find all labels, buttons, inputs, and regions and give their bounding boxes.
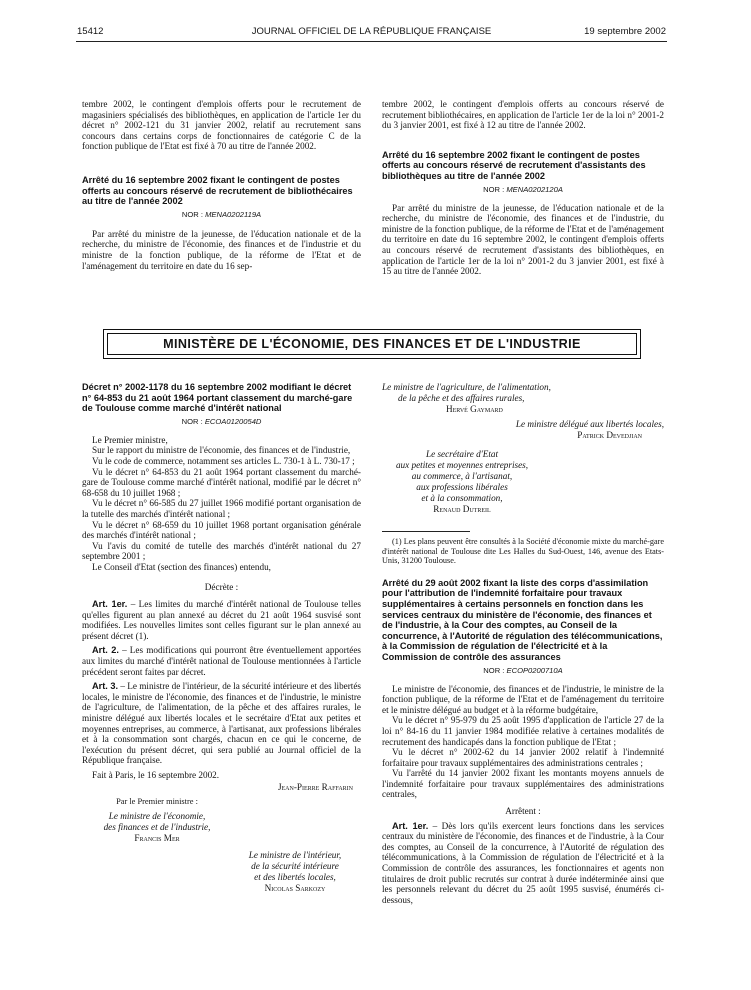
arrete-body: Par arrêté du ministre de la jeunesse, de l'éducation nationale et de la recherche, du ministre de l'économie, des finances et de l'industrie, du ministre de la fonction publique, de la réforme de l'Etat et de l'aménagement du territoire en date du 16 septembre 2002, le contingent d'emplois offerts au concours réservé de recrutement d'assistants des bibliothèques, en application de l'article 1er de la loi n° 2001-2 du 3 janvier 2001, est fixé à 15 au titre de l'année 2002. bbox=[382, 202, 664, 277]
signature-line: Le ministre de l'agriculture, de l'alimentation, bbox=[382, 382, 551, 392]
ministry-title: MINISTÈRE DE L'ÉCONOMIE, DES FINANCES ET DE L'INDUSTRIE bbox=[163, 337, 581, 351]
article: Art. 1er. – Dès lors qu'ils exercent leurs fonctions dans les services centraux du ministère de l'économie, des finances et de l'industrie, à la Cour des comptes, au Conseil de la concurrence, à l'Autorité de régulation des télécommunications, à la Commission de régulation de l'électricité et à la Commission de contrôle des assurances, les fonctionnaires et agents non titulaires de droit public recrutés sur contrat à durée indéterminée ainsi que les personnels relevant du décret du 25 août 1995 susvisé, énumérés ci-dessous, bbox=[382, 820, 664, 905]
signature-line: et des libertés locales, bbox=[254, 871, 336, 882]
arretent: Arrêtent : bbox=[505, 806, 541, 817]
signature-line: des finances et de l'industrie, bbox=[103, 821, 211, 832]
signature-line: et à la consommation, bbox=[421, 493, 503, 503]
signature-line: de la sécurité intérieure bbox=[251, 860, 339, 871]
signer-name: Jean-Pierre Raffarin bbox=[277, 781, 353, 792]
header-rule bbox=[76, 41, 667, 42]
visa: Sur le rapport du ministre de l'économie, des finances et de l'industrie, bbox=[92, 445, 351, 456]
continued-text: tembre 2002, le contingent d'emplois offerts pour le recrutement de magasiniers spécialisés des bibliothèques, en application de l'article 1er du décret n° 2002-121 du 31 janvier 2002, relatif au recrutement sans concours dans certains corps de fonctionnaires de catégorie C de la fonction publique de l'Etat est fixé à 70 au titre de l'année 2002. bbox=[82, 99, 361, 152]
signer-name: Patrick Devedjian bbox=[577, 430, 642, 440]
ministry-title-box bbox=[107, 333, 637, 355]
issue-date: 19 septembre 2002 bbox=[584, 26, 666, 37]
signature-line: Le ministre de l'économie, bbox=[108, 810, 206, 821]
arrete-para: Vu le décret n° 2002-62 du 14 janvier 2002 relatif à l'indemnité forfaitaire pour travaux supplémentaires des administrations centrales ; bbox=[382, 747, 664, 768]
signer-name: Renaud Dutreil bbox=[433, 504, 491, 514]
decree-column bbox=[82, 382, 361, 894]
arrete-heading-bibliothecaires: Arrêté du 16 septembre 2002 fixant le contingent de postes offerts au concours réservé de recrutement de bibliothécaires au titre de l'année 2002 bbox=[82, 174, 353, 207]
signer-name: Francis Mer bbox=[134, 832, 180, 843]
footnote-rule bbox=[382, 531, 470, 532]
signature-line: Le secrétaire d'Etat bbox=[425, 449, 499, 459]
arrete-body: Par arrêté du ministre de la jeunesse, de l'éducation nationale et de la recherche, du ministre de l'économie, des finances et de l'industrie et du ministre de la fonction publique, de la réforme de l'Etat et de l'aménagement du territoire en date du 16 sep- bbox=[82, 228, 361, 271]
nor-reference: NOR : MENA0202119A bbox=[181, 209, 262, 219]
signature-line: Le ministre de l'intérieur, bbox=[248, 849, 342, 860]
signatures bbox=[82, 782, 361, 894]
article: Art. 3. – Le ministre de l'intérieur, de la sécurité intérieure et des libertés locales, le ministre de l'économie, des finances et de l'industrie, le ministre de l'agriculture, de l'alimentation, de la pêche et des affaires rurales, le ministre délégué aux libertés locales et le secrétaire d'Etat aux petites et moyennes entreprises, au commerce, à l'artisanat, aux professions libérales et à la consommation sont chargés, chacun en ce qui le concerne, de l'exécution du présent décret, qui sera publié au Journal officiel de la République française. bbox=[82, 681, 362, 766]
top-right-column bbox=[382, 99, 664, 277]
top-left-column bbox=[82, 99, 361, 271]
arrete-para: Vu l'arrêté du 14 janvier 2002 fixant les montants moyens annuels de l'indemnité forfaitaire pour travaux supplémentaires des administrations centrales, bbox=[382, 768, 664, 800]
done-at: Fait à Paris, le 16 septembre 2002. bbox=[92, 770, 220, 780]
continued-text: tembre 2002, le contingent d'emplois offerts au concours réservé de recrutement bibliothécaires, en application de l'article 1er de la loi n° 2001-2 du 3 janvier 2001, est fixé à 12 au titre de l'année 2002. bbox=[382, 99, 664, 131]
visa: Vu le décret n° 64-853 du 21 août 1964 portant classement du marché-gare de Toulouse comme marché d'intérêt national, modifié par le décret n° 68-658 du 10 juillet 1968 ; bbox=[82, 466, 361, 498]
decree-heading: Décret n° 2002-1178 du 16 septembre 2002 modifiant le décret n° 64-853 du 21 août 1964 portant classement du marché-gare de Toulouse comme marché d'intérêt national bbox=[82, 382, 353, 414]
right-signatures bbox=[382, 382, 664, 515]
visa: Vu le décret n° 68-659 du 10 juillet 1968 portant organisation générale des marchés d'intérêt national ; bbox=[82, 519, 361, 541]
article: Art. 2. – Les modifications qui pourront être éventuellement apportées aux limites du marché d'intérêt national de Toulouse mentionnées à l'article précédent seront faites par décret. bbox=[82, 645, 361, 677]
journal-title: JOURNAL OFFICIEL DE LA RÉPUBLIQUE FRANÇAISE bbox=[251, 26, 492, 37]
page-header bbox=[77, 26, 666, 40]
decrete: Décrète : bbox=[204, 581, 239, 592]
footnote: (1) Les plans peuvent être consultés à la Société d'économie mixte du marché-gare d'intérêt national de Toulouse dite Les Halles du Sud-Ouest, 146, avenue des Etats-Unis, 31200 Toulouse. bbox=[382, 537, 664, 566]
nor-reference: NOR : ECOA0120054D bbox=[181, 416, 262, 426]
visa: Le Conseil d'Etat (section des finances) entendu, bbox=[92, 561, 271, 572]
signature-line: de la pêche et des affaires rurales, bbox=[398, 393, 525, 403]
signer-name: Hervé Gaymard bbox=[446, 404, 503, 414]
signature-line: aux professions libérales bbox=[416, 482, 508, 492]
nor-reference: NOR : ECOP0200710A bbox=[483, 665, 563, 675]
signer-name: Nicolas Sarkozy bbox=[264, 882, 326, 893]
right-column bbox=[382, 382, 664, 905]
nor-reference: NOR : MENA0202120A bbox=[483, 184, 563, 194]
premier-ministre: Le Premier ministre, bbox=[92, 434, 168, 445]
visa: Vu le code de commerce, notamment ses articles L. 730-1 à L. 730-17 ; bbox=[92, 455, 355, 466]
arrete-heading-assimilation: Arrêté du 29 août 2002 fixant la liste des corps d'assimilation pour l'attribution de l'indemnité forfaitaire pour travaux supplémentaires à certains personnels en fonction dans les services centraux du ministère de l'économie, des finances et de l'industrie, à la Cour des comptes, au Conseil de la concurrence, à l'Autorité de régulation des télécommunications, à la Commission de régulation de l'électricité et à la Commission de contrôle des assurances bbox=[382, 577, 663, 662]
page-number: 15412 bbox=[77, 26, 104, 37]
signature-line: Le ministre délégué aux libertés locales, bbox=[515, 419, 664, 429]
par-premier: Par le Premier ministre : bbox=[116, 796, 198, 806]
arrete-para: Vu le décret n° 95-979 du 25 août 1995 d'application de l'article 27 de la loi n° 84-16 du 11 janvier 1984 modifiée relative à certaines modalités de recrutement des handicapés dans la fonction publique de l'Etat ; bbox=[382, 715, 664, 747]
visa: Vu le décret n° 66-585 du 27 juillet 1966 modifié portant organisation de la tutelle des marchés d'intérêt national ; bbox=[82, 498, 361, 519]
article: Art. 1er. – Les limites du marché d'intérêt national de Toulouse telles qu'elles figurent au plan annexé au décret du 21 août 1964 susvisé sont modifiées. Les nouvelles limites sont celles figurant sur le plan annexé au présent décret (1). bbox=[82, 599, 361, 641]
arrete-para: Le ministre de l'économie, des finances et de l'industrie, le ministre de la fonction publique, de la réforme de l'Etat et de l'aménagement du territoire et le ministre délégué au budget et à la réforme budgétaire, bbox=[382, 683, 664, 715]
signature-line: au commerce, à l'artisanat, bbox=[411, 471, 513, 481]
signature-line: aux petites et moyennes entreprises, bbox=[395, 460, 529, 470]
arrete-heading-assistants: Arrêté du 16 septembre 2002 fixant le contingent de postes offerts au concours réservé de recrutement d'assistants des bibliothèques au titre de l'année 2002 bbox=[382, 149, 646, 181]
visa: Vu l'avis du comité de tutelle des marchés d'intérêt national du 27 septembre 2001 ; bbox=[82, 540, 361, 562]
